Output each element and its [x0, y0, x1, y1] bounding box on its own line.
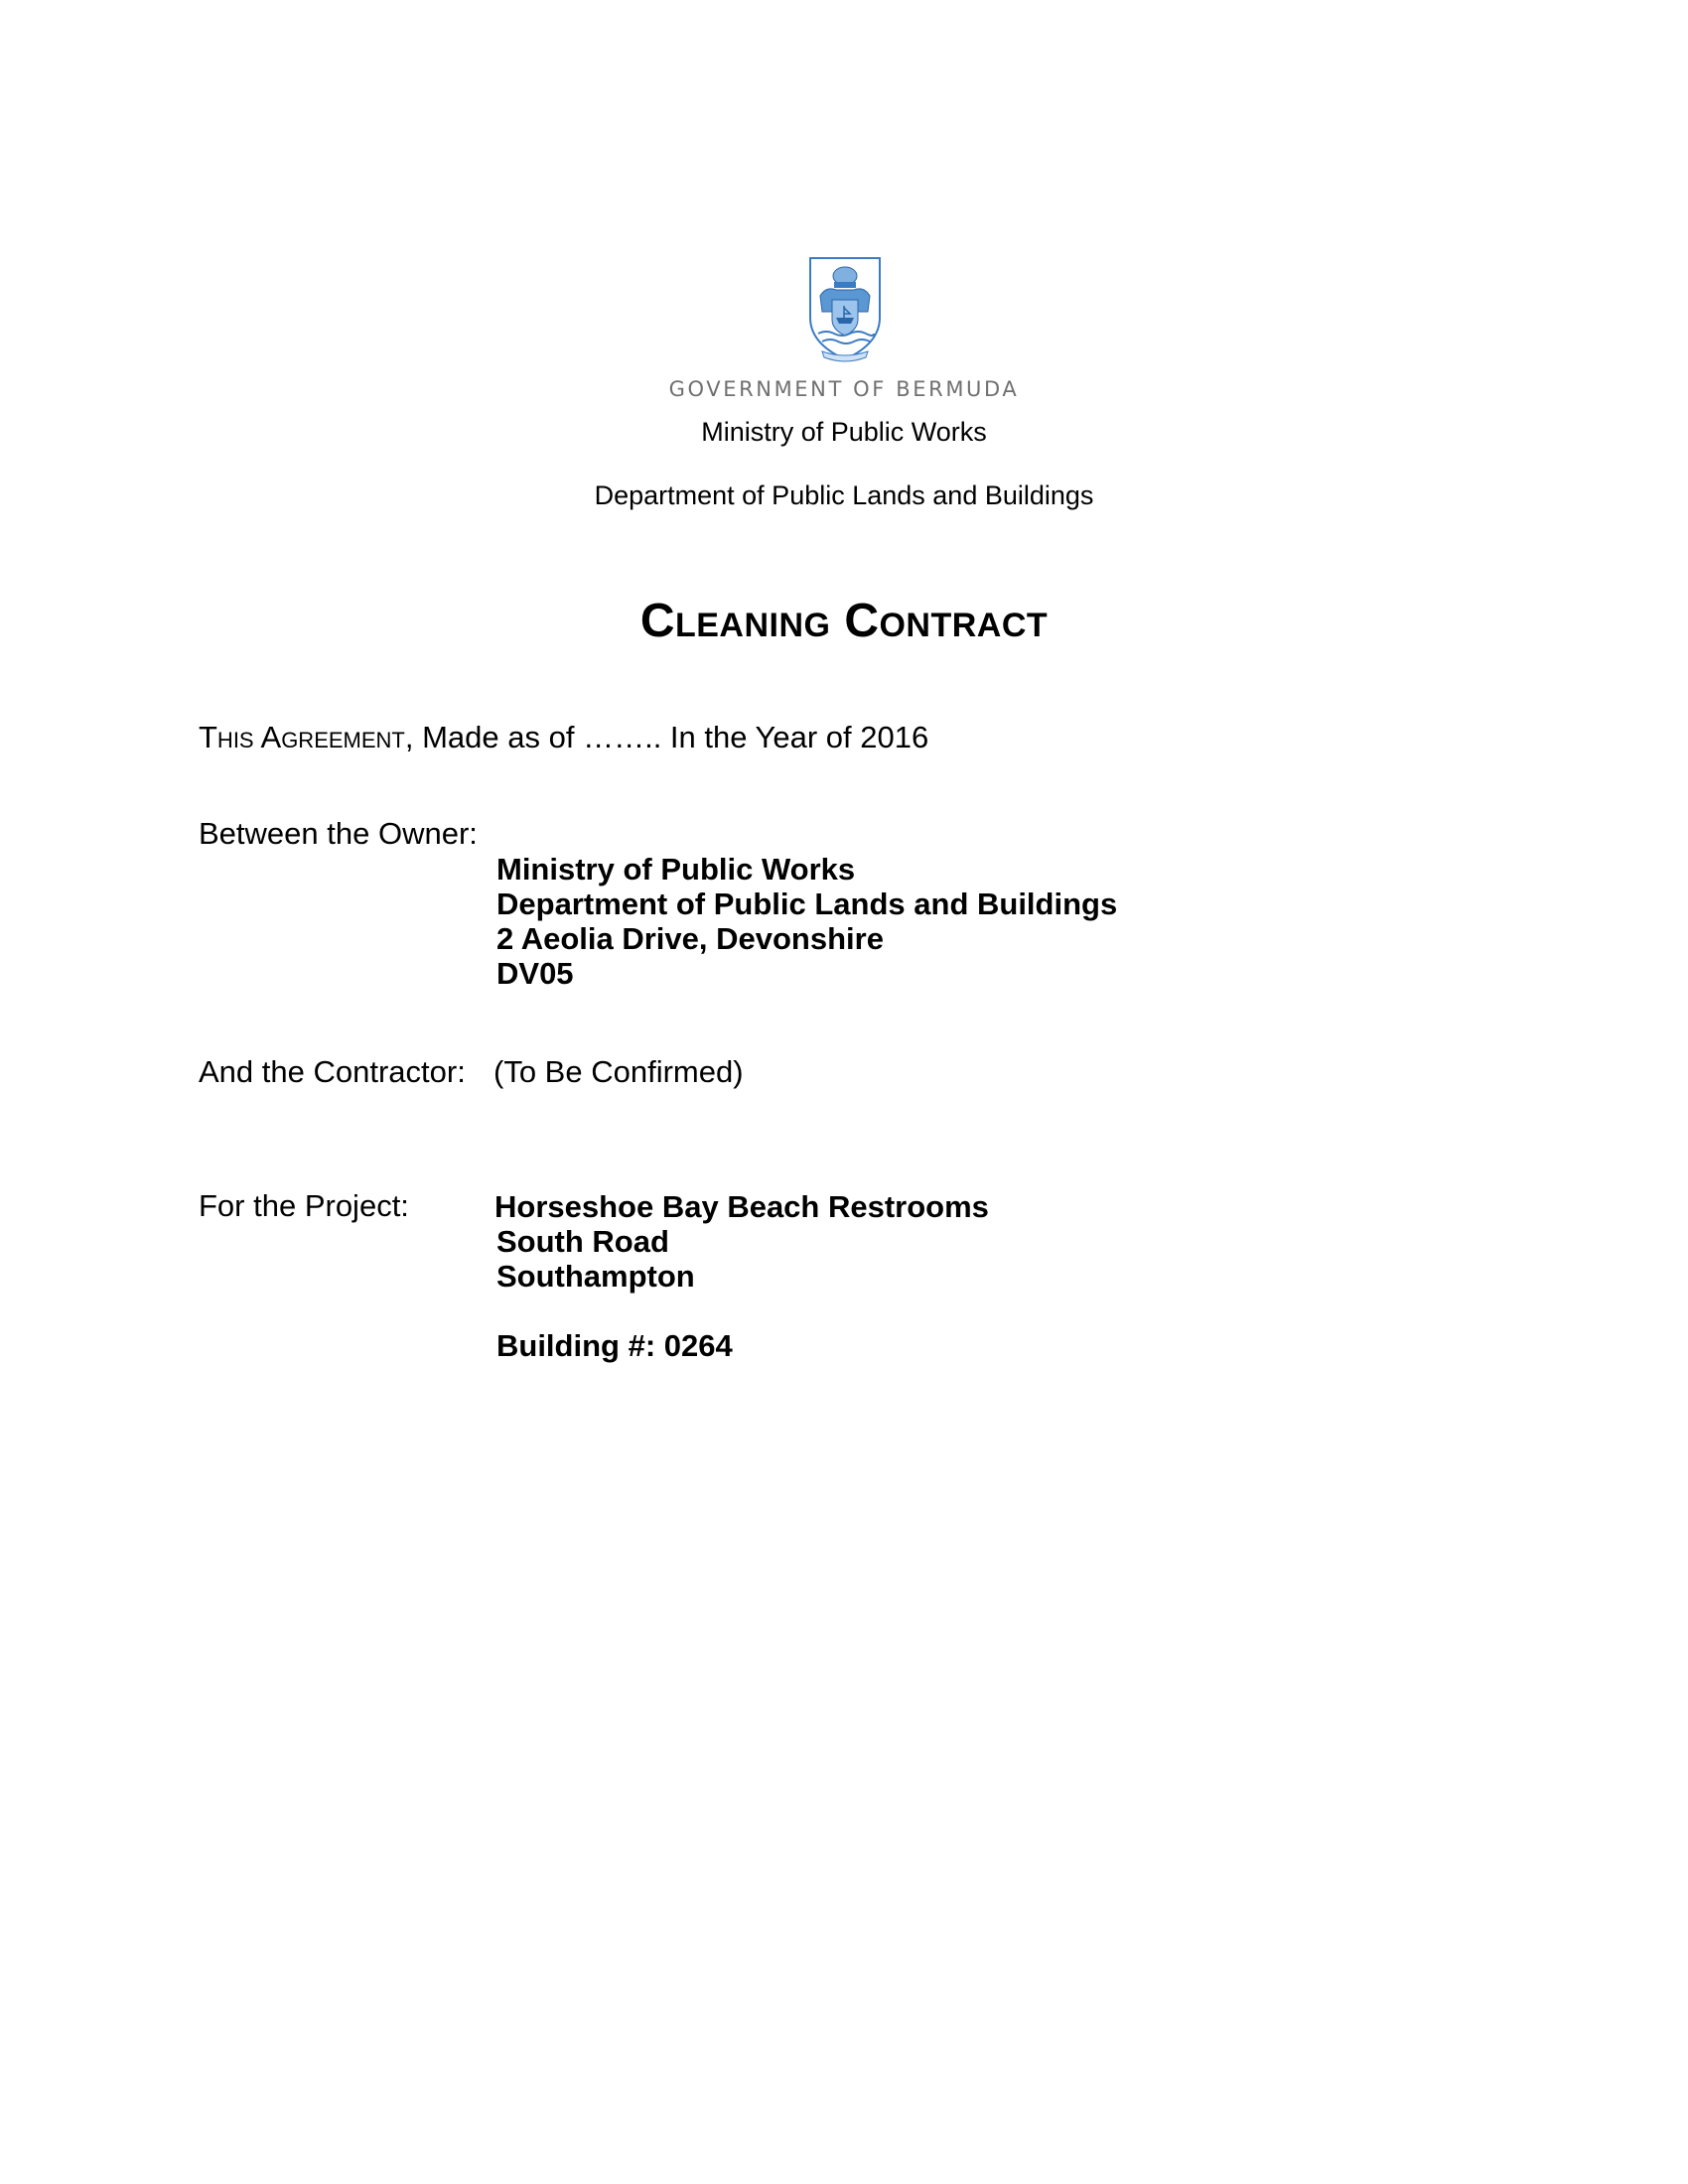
contractor-value: (To Be Confirmed): [493, 1054, 744, 1089]
project-address: [494, 1189, 989, 1294]
owner-label: Between the Owner:: [199, 816, 478, 851]
bermuda-coat-of-arms-icon: [806, 256, 884, 367]
agreement-prefix: This Agreement: [199, 720, 405, 754]
page-title: Cleaning Contract: [639, 595, 1049, 647]
ministry-heading: Ministry of Public Works: [701, 417, 987, 447]
project-line: Horseshoe Bay Beach Restrooms: [494, 1189, 989, 1224]
agreement-text: , Made as of …….. In the Year of 2016: [404, 720, 929, 754]
project-line: South Road: [496, 1224, 669, 1259]
owner-line: Department of Public Lands and Buildings: [496, 887, 1118, 921]
owner-line: Ministry of Public Works: [496, 852, 856, 887]
government-name: GOVERNMENT OF BERMUDA: [668, 377, 1020, 401]
contractor-label: And the Contractor:: [199, 1054, 466, 1089]
project-line: Southampton: [496, 1259, 695, 1294]
project-label: For the Project:: [199, 1188, 409, 1223]
building-number: Building #: 0264: [496, 1328, 733, 1363]
department-heading: Department of Public Lands and Buildings: [594, 480, 1094, 510]
agreement-line: [199, 720, 928, 755]
owner-address: [496, 852, 1117, 991]
owner-line: DV05: [496, 956, 574, 991]
owner-line: 2 Aeolia Drive, Devonshire: [496, 921, 884, 956]
